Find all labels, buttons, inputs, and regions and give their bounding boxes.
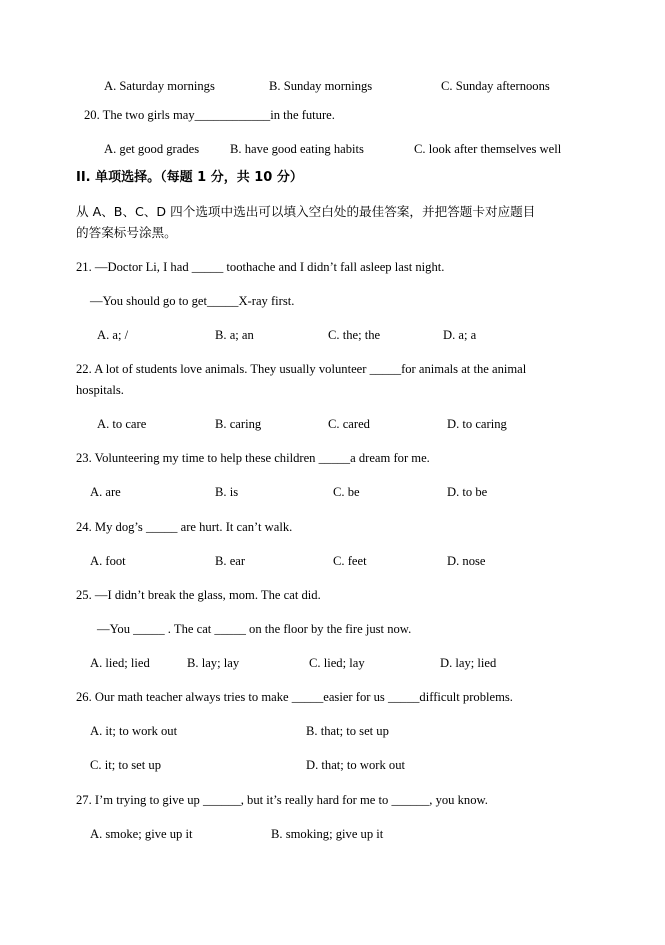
- q21-line1: 21. —Doctor Li, I had _____ toothache and I didn’t fall asleep last night.: [76, 260, 445, 274]
- q21-line2: —You should go to get_____X-ray first.: [90, 294, 295, 308]
- q27-option-b: B. smoking; give up it: [271, 827, 384, 841]
- q19-option-b: B. Sunday mornings: [269, 79, 373, 93]
- q20-option-a: A. get good grades: [104, 142, 200, 156]
- q24-option-a: A. foot: [90, 554, 126, 568]
- section-instructions-line1: 从 A、B、C、D 四个选项中选出可以填入空白处的最佳答案，并把答题卡对应题目: [76, 204, 536, 219]
- q25-option-c: C. lied; lay: [309, 656, 365, 670]
- q27-option-a: A. smoke; give up it: [90, 827, 193, 841]
- q19-option-c: C. Sunday afternoons: [441, 79, 550, 93]
- q24-option-c: C. feet: [333, 554, 367, 568]
- q20-stem: 20. The two girls may____________in the future.: [84, 108, 335, 122]
- q20-option-b: B. have good eating habits: [230, 142, 364, 156]
- q26-option-b: B. that; to set up: [306, 724, 389, 738]
- section-instructions-line2: 的答案标号涂黑。: [76, 225, 177, 240]
- q22-option-a: A. to care: [97, 417, 147, 431]
- q24-option-d: D. nose: [447, 554, 486, 568]
- q23-option-b: B. is: [215, 485, 239, 499]
- q21-option-b: B. a; an: [215, 328, 254, 342]
- q22-option-c: C. cared: [328, 417, 370, 431]
- q23-stem: 23. Volunteering my time to help these children _____a dream for me.: [76, 451, 430, 465]
- q21-option-a: A. a; /: [97, 328, 129, 342]
- q26-stem: 26. Our math teacher always tries to make _____easier for us _____difficult problems.: [76, 690, 513, 704]
- q20-option-c: C. look after themselves well: [414, 142, 562, 156]
- q24-option-b: B. ear: [215, 554, 246, 568]
- q27-stem: 27. I’m trying to give up ______, but it’s really hard for me to ______, you know.: [76, 793, 488, 807]
- q22-line1: 22. A lot of students love animals. They usually volunteer _____for animals at the animal: [76, 362, 527, 376]
- q26-option-a: A. it; to work out: [90, 724, 178, 738]
- q24-stem: 24. My dog’s _____ are hurt. It can’t walk.: [76, 520, 293, 534]
- q25-option-b: B. lay; lay: [187, 656, 240, 670]
- section-title: II. 单项选择。（每题 1 分，共 10 分）: [76, 170, 303, 185]
- q21-option-c: C. the; the: [328, 328, 381, 342]
- q26-option-d: D. that; to work out: [306, 758, 405, 772]
- q23-option-a: A. are: [90, 485, 121, 499]
- q22-line2: hospitals.: [76, 383, 124, 397]
- q25-line1: 25. —I didn’t break the glass, mom. The cat did.: [76, 588, 321, 602]
- q25-option-d: D. lay; lied: [440, 656, 497, 670]
- q19-option-a: A. Saturday mornings: [104, 79, 215, 93]
- q22-option-b: B. caring: [215, 417, 262, 431]
- q25-line2: —You _____ . The cat _____ on the floor by the fire just now.: [97, 622, 412, 636]
- q21-option-d: D. a; a: [443, 328, 477, 342]
- q23-option-c: C. be: [333, 485, 360, 499]
- q23-option-d: D. to be: [447, 485, 488, 499]
- q25-option-a: A. lied; lied: [90, 656, 150, 670]
- q26-option-c: C. it; to set up: [90, 758, 162, 772]
- q22-option-d: D. to caring: [447, 417, 507, 431]
